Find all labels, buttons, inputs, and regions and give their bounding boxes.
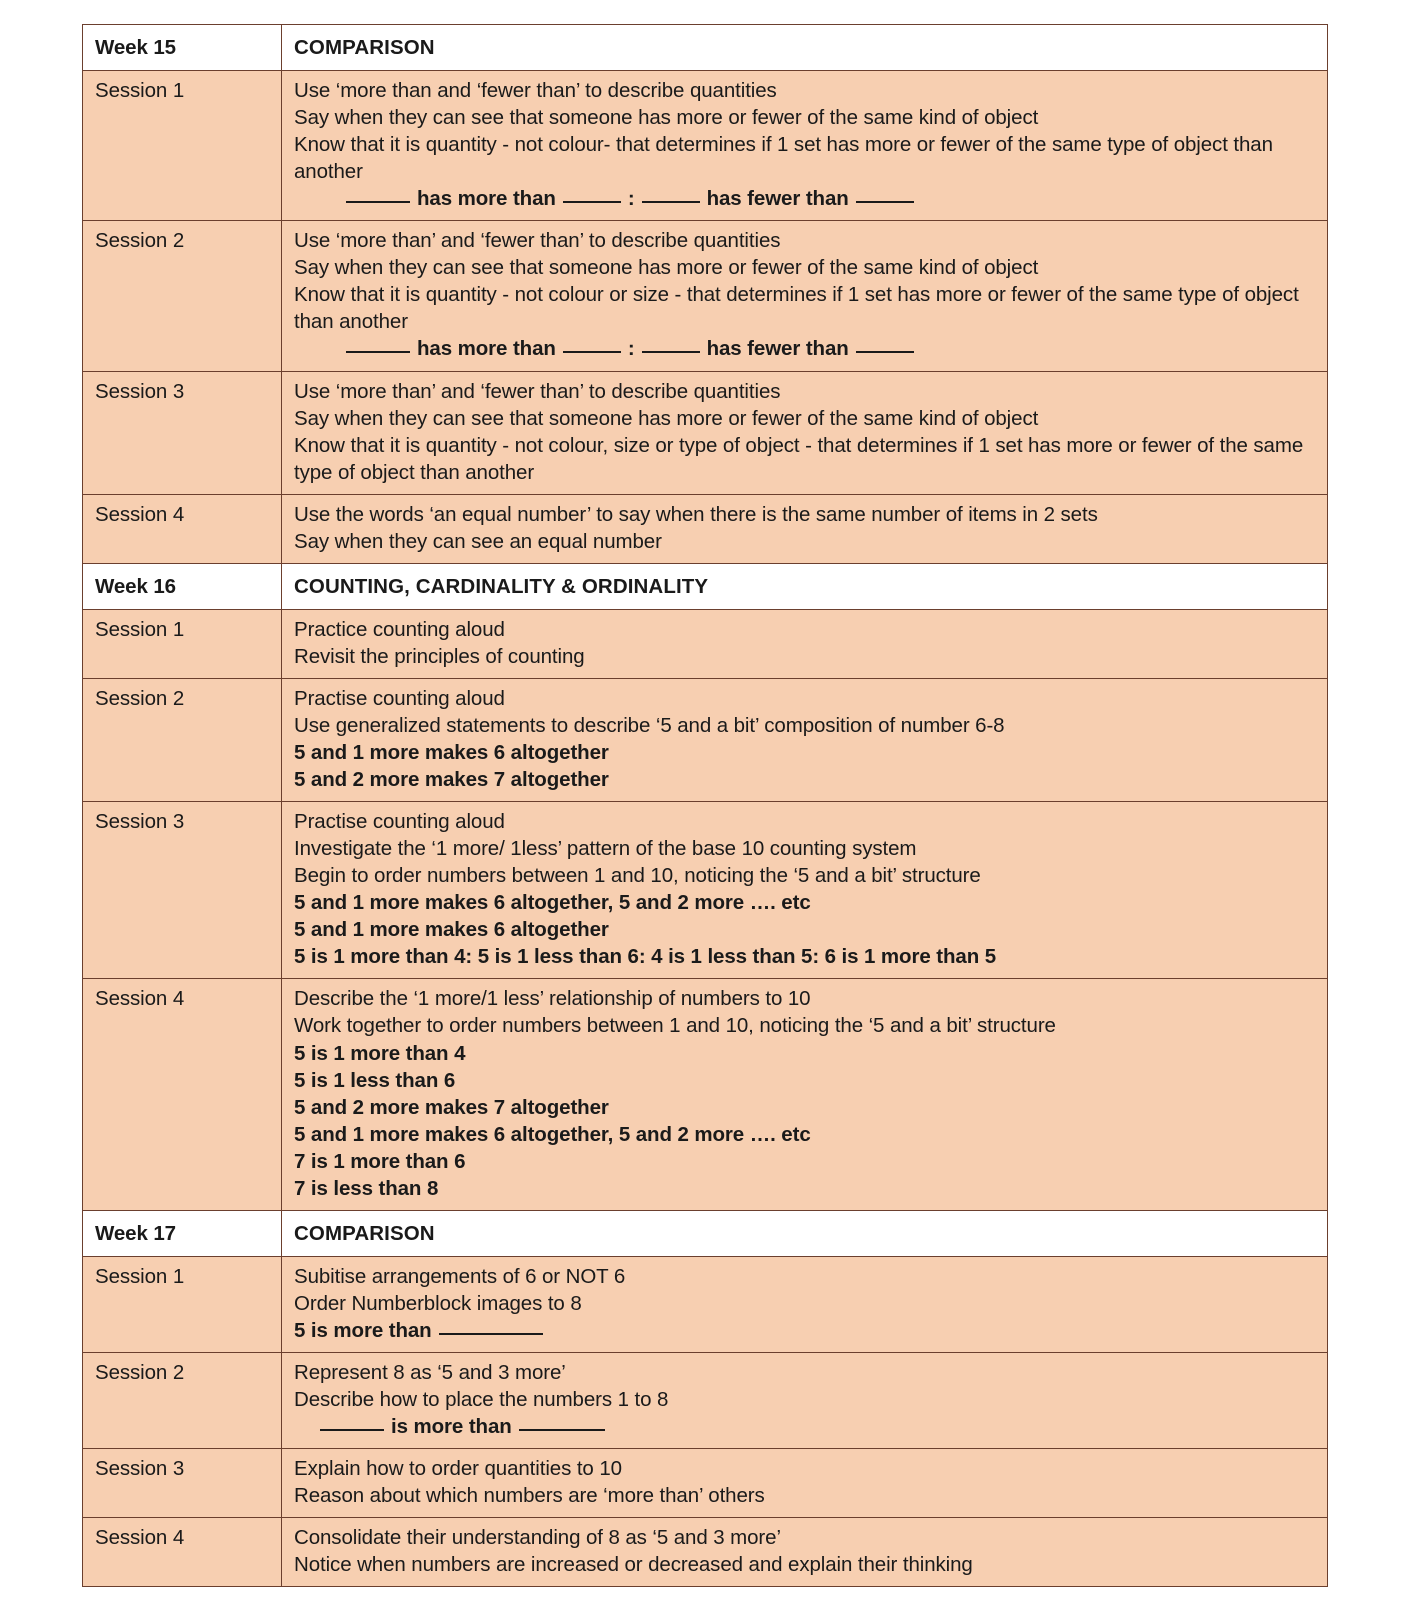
session-body xyxy=(282,678,1328,801)
session-body xyxy=(282,1352,1328,1448)
session-body xyxy=(282,71,1328,221)
blank-underline xyxy=(642,351,700,353)
table-row xyxy=(83,802,1328,979)
week-topic: COUNTING, CARDINALITY & ORDINALITY xyxy=(282,563,1328,609)
objective-line: Say when they can see that someone has more or fewer of the same kind of object xyxy=(294,106,1039,130)
session-body xyxy=(282,494,1328,563)
blank-underline xyxy=(346,201,410,203)
objective-line: Know that it is quantity - not colour, size or type of object - that determines if 1 set has more or fewer of the same type of object than another xyxy=(294,433,1304,484)
stem-sentence: 5 and 1 more makes 6 altogether, 5 and 2 more …. etc xyxy=(294,1122,811,1146)
stem-sentence: 5 and 2 more makes 7 altogether xyxy=(294,1095,609,1119)
week-header-row xyxy=(83,1210,1328,1256)
session-body xyxy=(282,1256,1328,1352)
objective-line: Practise counting aloud xyxy=(294,810,505,834)
objective-line: Use ‘more than and ‘fewer than’ to describe quantities xyxy=(294,79,777,103)
week-label: Week 16 xyxy=(83,563,282,609)
weekly-plan-table xyxy=(82,24,1328,1587)
blank-underline xyxy=(346,351,410,353)
session-label: Session 1 xyxy=(83,71,282,221)
plan-table-body xyxy=(83,25,1328,1587)
table-row xyxy=(83,609,1328,678)
blank-underline xyxy=(856,201,914,203)
session-label: Session 2 xyxy=(83,221,282,371)
blank-underline xyxy=(439,1333,543,1335)
frame-prefix: 5 is more than xyxy=(294,1318,432,1342)
objective-line: Consolidate their understanding of 8 as ‘5 and 3 more’ xyxy=(294,1526,781,1550)
objective-line: Know that it is quantity - not colour- that determines if 1 set has more or fewer of the same type of object than another xyxy=(294,133,1273,184)
table-row xyxy=(83,221,1328,371)
objective-line: Use the words ‘an equal number’ to say when there is the same number of items in 2 sets xyxy=(294,502,1098,526)
sentence-frame xyxy=(294,1413,1317,1440)
blank-underline xyxy=(642,201,700,203)
objective-line: Say when they can see that someone has more or fewer of the same kind of object xyxy=(294,256,1039,280)
objective-line: Represent 8 as ‘5 and 3 more’ xyxy=(294,1360,566,1384)
week-topic: COMPARISON xyxy=(282,1210,1328,1256)
objective-line: Know that it is quantity - not colour or size - that determines if 1 set has more or fewer of the same type of object than another xyxy=(294,283,1299,334)
session-body xyxy=(282,1449,1328,1518)
session-label: Session 1 xyxy=(83,1256,282,1352)
session-label: Session 3 xyxy=(83,802,282,979)
objective-line: Revisit the principles of counting xyxy=(294,644,585,668)
stem-sentence: 5 is 1 more than 4 xyxy=(294,1041,466,1065)
session-label: Session 3 xyxy=(83,1449,282,1518)
objective-line: Reason about which numbers are ‘more than’ others xyxy=(294,1484,765,1508)
frame-part-2: has fewer than xyxy=(706,337,849,361)
session-body xyxy=(282,1518,1328,1587)
week-label: Week 15 xyxy=(83,25,282,71)
stem-sentence: 5 and 2 more makes 7 altogether xyxy=(294,768,609,792)
table-row xyxy=(83,1256,1328,1352)
sentence-frame xyxy=(294,335,1317,362)
session-body xyxy=(282,609,1328,678)
table-row xyxy=(83,1352,1328,1448)
session-label: Session 4 xyxy=(83,494,282,563)
frame-part-1: has more than xyxy=(417,337,556,361)
stem-sentence: 7 is 1 more than 6 xyxy=(294,1149,466,1173)
objective-line: Explain how to order quantities to 10 xyxy=(294,1457,622,1481)
session-body xyxy=(282,979,1328,1210)
table-row xyxy=(83,494,1328,563)
objective-line: Use generalized statements to describe ‘5 and a bit’ composition of number 6-8 xyxy=(294,713,1005,737)
session-label: Session 1 xyxy=(83,609,282,678)
blank-underline xyxy=(563,201,621,203)
stem-sentence: 5 is 1 more than 4: 5 is 1 less than 6: 4 is 1 less than 5: 6 is 1 more than 5 xyxy=(294,945,997,969)
frame-separator: : xyxy=(627,187,635,211)
table-row xyxy=(83,71,1328,221)
objective-line: Describe the ‘1 more/1 less’ relationship of numbers to 10 xyxy=(294,987,811,1011)
table-row xyxy=(83,979,1328,1210)
frame-part-2: has fewer than xyxy=(706,187,849,211)
objective-line: Notice when numbers are increased or decreased and explain their thinking xyxy=(294,1553,973,1577)
blank-underline xyxy=(856,351,914,353)
table-row xyxy=(83,371,1328,494)
table-row xyxy=(83,1449,1328,1518)
objective-line: Practise counting aloud xyxy=(294,686,505,710)
session-body xyxy=(282,371,1328,494)
stem-sentence: 5 and 1 more makes 6 altogether, 5 and 2 more …. etc xyxy=(294,891,811,915)
week-label: Week 17 xyxy=(83,1210,282,1256)
blank-underline xyxy=(519,1429,605,1431)
objective-line: Work together to order numbers between 1 and 10, noticing the ‘5 and a bit’ structure xyxy=(294,1014,1056,1038)
session-body xyxy=(282,221,1328,371)
stem-sentence: 5 and 1 more makes 6 altogether xyxy=(294,741,609,765)
objective-line: Use ‘more than’ and ‘fewer than’ to describe quantities xyxy=(294,379,781,403)
sentence-frame xyxy=(294,185,1317,212)
session-label: Session 4 xyxy=(83,1518,282,1587)
week-header-row xyxy=(83,25,1328,71)
week-topic: COMPARISON xyxy=(282,25,1328,71)
stem-sentence: 7 is less than 8 xyxy=(294,1176,439,1200)
objective-line: Investigate the ‘1 more/ 1less’ pattern of the base 10 counting system xyxy=(294,837,917,861)
objective-line: Say when they can see that someone has more or fewer of the same kind of object xyxy=(294,406,1039,430)
objective-line: Subitise arrangements of 6 or NOT 6 xyxy=(294,1264,626,1288)
frame-middle: is more than xyxy=(391,1415,512,1439)
stem-sentence: 5 is 1 less than 6 xyxy=(294,1068,456,1092)
objective-line: Practice counting aloud xyxy=(294,617,505,641)
sentence-frame xyxy=(294,1317,1317,1344)
objective-line: Use ‘more than’ and ‘fewer than’ to describe quantities xyxy=(294,229,781,253)
objective-line: Say when they can see an equal number xyxy=(294,529,662,553)
week-header-row xyxy=(83,563,1328,609)
blank-underline xyxy=(563,351,621,353)
blank-underline xyxy=(320,1429,384,1431)
session-label: Session 2 xyxy=(83,678,282,801)
session-label: Session 4 xyxy=(83,979,282,1210)
frame-part-1: has more than xyxy=(417,187,556,211)
session-label: Session 2 xyxy=(83,1352,282,1448)
objective-line: Order Numberblock images to 8 xyxy=(294,1291,582,1315)
frame-separator: : xyxy=(627,337,635,361)
table-row xyxy=(83,1518,1328,1587)
session-body xyxy=(282,802,1328,979)
objective-line: Describe how to place the numbers 1 to 8 xyxy=(294,1388,669,1412)
stem-sentence: 5 and 1 more makes 6 altogether xyxy=(294,918,609,942)
table-row xyxy=(83,678,1328,801)
session-label: Session 3 xyxy=(83,371,282,494)
objective-line: Begin to order numbers between 1 and 10, noticing the ‘5 and a bit’ structure xyxy=(294,864,981,888)
